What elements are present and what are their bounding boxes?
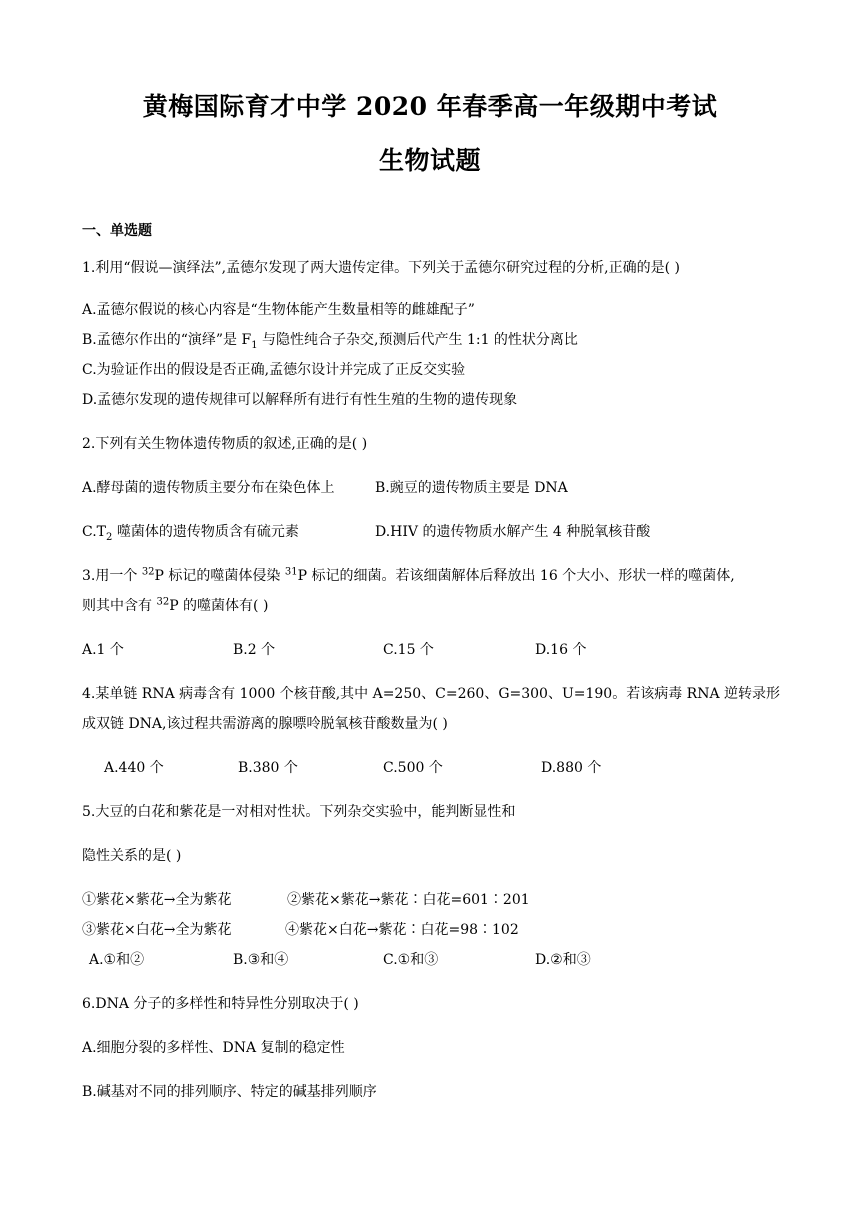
question-4-option-d: D.880 个: [541, 760, 602, 776]
question-2-option-a: A.酵母菌的遗传物质主要分布在染色体上: [82, 480, 335, 496]
question-6-option-a: A.细胞分裂的多样性、DNA 复制的稳定性: [82, 1040, 345, 1056]
question-2-option-c: $C.T_2$ 噬菌体的遗传物质含有硫元素: [82, 524, 299, 543]
question-5-stem-line-1: 5.大豆的白花和紫花是一对相对性状。下列杂交实验中，能判断显性和: [82, 804, 516, 820]
question-2-option-d: D.HIV 的遗传物质水解产生 4 种脱氧核苷酸: [375, 524, 651, 540]
question-2-option-b: B.豌豆的遗传物质主要是 DNA: [375, 480, 568, 496]
question-5-item-4: ④紫花×白花→紫花∶白花=98∶102: [285, 922, 519, 938]
question-2-stem: 2.下列有关生物体遗传物质的叙述,正确的是( ): [82, 436, 368, 452]
question-5-option-c: C.①和③: [383, 952, 439, 968]
question-1-option-d: D.孟德尔发现的遗传规律可以解释所有进行有性生殖的生物的遗传现象: [82, 392, 518, 408]
question-4-option-b: B.380 个: [238, 760, 298, 776]
question-3-stem-line-2: 则其中含有 $^{32}$P 的噬菌体有( ): [82, 596, 269, 614]
question-3-stem-line-1: 3.用一个 $^{32}$P 标记的噬菌体侵染 $^{31}$P 标记的细菌。若该细菌解体后释放出 16 个大小、形状一样的噬菌体,: [82, 566, 735, 584]
question-1-option-a: A.孟德尔假说的核心内容是“生物体能产生数量相等的雌雄配子”: [82, 302, 475, 318]
question-5-option-b: B.③和④: [233, 952, 289, 968]
question-5-option-a: A.①和②: [89, 952, 145, 968]
question-5-item-1: ①紫花×紫花→全为紫花: [82, 892, 232, 908]
question-6-option-b: B.碱基对不同的排列顺序、特定的碱基排列顺序: [82, 1084, 377, 1100]
question-5-stem-line-2: 隐性关系的是( ): [82, 848, 182, 864]
section-heading: 一、单选题: [82, 223, 152, 239]
question-3-option-b: B.2 个: [233, 642, 276, 658]
question-4-stem-line-1: 4.某单链 RNA 病毒含有 1000 个核苷酸,其中 A=250、C=260、G=300、U=190。若该病毒 RNA 逆转录形: [82, 686, 781, 702]
question-4-option-c: C.500 个: [383, 760, 443, 776]
exam-subtitle: 生物试题: [378, 146, 481, 175]
question-4-stem-line-2: 成双链 DNA,该过程共需游离的腺嘌呤脱氧核苷酸数量为( ): [82, 716, 448, 732]
question-5-item-3: ③紫花×白花→全为紫花: [82, 922, 232, 938]
question-1-option-b: B.孟德尔作出的“演绎”是 $F_1$ 与隐性纯合子杂交,预测后代产生 1:1 的性状分离比: [82, 332, 578, 351]
question-3-option-c: C.15 个: [383, 642, 434, 658]
question-5-option-d: D.②和③: [535, 952, 591, 968]
question-5-item-2: ②紫花×紫花→紫花∶白花=601∶201: [287, 892, 530, 908]
question-1-option-c: C.为验证作出的假设是否正确,孟德尔设计并完成了正反交实验: [82, 362, 466, 378]
exam-title: 黄梅国际育才中学 2020 年春季高一年级期中考试: [142, 92, 718, 121]
question-3-option-a: A.1 个: [82, 642, 124, 658]
question-1-stem: 1.利用“假说—演绎法”,孟德尔发现了两大遗传定律。下列关于孟德尔研究过程的分析,正确的是( ): [82, 260, 680, 276]
question-3-option-d: D.16 个: [535, 642, 587, 658]
question-4-option-a: A.440 个: [104, 760, 164, 776]
question-6-stem: 6.DNA 分子的多样性和特异性分别取决于( ): [82, 996, 359, 1012]
